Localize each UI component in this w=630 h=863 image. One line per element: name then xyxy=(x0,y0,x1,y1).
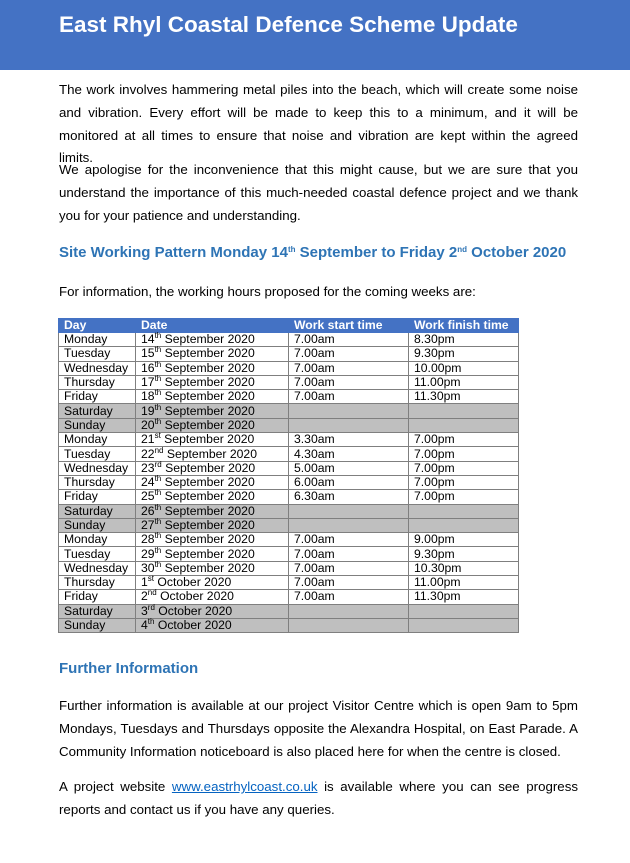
cell-start-time: 7.00am xyxy=(289,375,409,389)
cell-day: Tuesday xyxy=(59,547,136,561)
cell-finish-time xyxy=(409,418,519,432)
cell-day: Wednesday xyxy=(59,361,136,375)
date-day-number: 15 xyxy=(141,346,155,361)
schedule-heading-sup1: th xyxy=(287,245,296,254)
cell-day: Sunday xyxy=(59,418,136,432)
date-day-number: 27 xyxy=(141,518,155,532)
date-ordinal: th xyxy=(154,502,162,512)
schedule-heading-sup2: nd xyxy=(457,245,467,254)
date-ordinal: th xyxy=(154,359,162,369)
date-month-year: September 2020 xyxy=(161,417,255,432)
table-row xyxy=(59,504,519,518)
date-ordinal: th xyxy=(154,331,162,341)
date-day-number: 29 xyxy=(141,546,155,561)
table-row xyxy=(59,447,519,461)
date-month-year: October 2020 xyxy=(154,618,232,633)
intro-paragraph-1: The work involves hammering metal piles into the beach, which will create some noise and vibration. Every effort will be made to keep this to a minimum, and it will be monitored at all times to ensure that noise and vibration are kept within the agreed limits. xyxy=(59,82,578,166)
cell-start-time: 7.00am xyxy=(289,576,409,590)
cell-start-time: 7.00am xyxy=(289,590,409,604)
further-info-paragraph: Further information is available at our project Visitor Centre which is open 9am to 5pm Mondays, Tuesdays and Thursdays opposite the Alexandra Hospital, on East Parade. A Community Information noticeboard is also placed here for when the centre is closed. xyxy=(59,698,578,759)
website-link[interactable]: www.eastrhylcoast.co.uk xyxy=(171,779,318,794)
cell-finish-time: 9.00pm xyxy=(409,533,519,547)
cell-start-time xyxy=(289,418,409,432)
date-month-year: September 2020 xyxy=(161,332,255,347)
page-title: East Rhyl Coastal Defence Scheme Update xyxy=(59,12,518,37)
cell-date xyxy=(136,576,289,590)
cell-start-time xyxy=(289,504,409,518)
cell-finish-time: 11.30pm xyxy=(409,590,519,604)
date-month-year: September 2020 xyxy=(161,518,255,532)
cell-start-time xyxy=(289,404,409,418)
header-day: Day xyxy=(59,319,136,333)
date-month-year: September 2020 xyxy=(161,389,255,404)
cell-finish-time: 7.00pm xyxy=(409,461,519,475)
cell-day: Thursday xyxy=(59,475,136,489)
date-ordinal: th xyxy=(154,345,162,355)
website-text-after: is available where you can see progress reports and contact us if you have any queries. xyxy=(59,779,578,817)
date-ordinal: rd xyxy=(147,602,155,612)
cell-start-time: 5.00am xyxy=(289,461,409,475)
date-ordinal: th xyxy=(154,517,162,526)
date-month-year: September 2020 xyxy=(161,532,255,547)
cell-start-time: 7.00am xyxy=(289,533,409,547)
date-ordinal: rd xyxy=(154,459,162,469)
table-row xyxy=(59,375,519,389)
date-ordinal: th xyxy=(154,531,162,541)
cell-finish-time xyxy=(409,404,519,418)
cell-finish-time: 7.00pm xyxy=(409,475,519,489)
cell-day: Saturday xyxy=(59,504,136,518)
cell-start-time: 7.00am xyxy=(289,561,409,575)
cell-start-time xyxy=(289,618,409,632)
cell-finish-time: 10.00pm xyxy=(409,361,519,375)
cell-day: Thursday xyxy=(59,576,136,590)
date-month-year: October 2020 xyxy=(156,589,234,604)
date-day-number: 23 xyxy=(141,460,155,475)
table-row xyxy=(59,347,519,361)
cell-start-time: 4.30am xyxy=(289,447,409,461)
cell-day: Monday xyxy=(59,433,136,447)
date-day-number: 18 xyxy=(141,389,155,404)
date-month-year: September 2020 xyxy=(161,489,255,504)
date-month-year: September 2020 xyxy=(161,475,255,490)
date-month-year: September 2020 xyxy=(161,460,256,475)
cell-day: Saturday xyxy=(59,604,136,618)
cell-finish-time: 11.00pm xyxy=(409,576,519,590)
cell-start-time: 6.30am xyxy=(289,490,409,504)
date-day-number: 16 xyxy=(141,360,155,375)
cell-start-time: 6.00am xyxy=(289,475,409,489)
cell-finish-time: 9.30pm xyxy=(409,547,519,561)
cell-day: Wednesday xyxy=(59,561,136,575)
table-row xyxy=(59,604,519,618)
date-ordinal: th xyxy=(154,488,162,498)
date-day-number: 4 xyxy=(141,618,148,633)
table-row xyxy=(59,561,519,575)
cell-date xyxy=(136,604,289,618)
schedule-heading-prefix: Site Working Pattern Monday 14 xyxy=(59,244,288,261)
date-month-year: September 2020 xyxy=(163,446,257,461)
date-ordinal: nd xyxy=(147,588,157,598)
date-day-number: 19 xyxy=(141,403,155,418)
date-month-year: September 2020 xyxy=(161,560,255,575)
date-day-number: 21 xyxy=(141,432,155,447)
date-month-year: October 2020 xyxy=(154,603,233,618)
date-ordinal: st xyxy=(147,574,155,584)
date-ordinal: th xyxy=(154,388,162,398)
cell-finish-time xyxy=(409,618,519,632)
date-day-number: 30 xyxy=(141,560,155,575)
table-row xyxy=(59,518,519,532)
title-banner xyxy=(0,0,630,70)
table-row xyxy=(59,475,519,489)
cell-date xyxy=(136,618,289,632)
header-finish: Work finish time xyxy=(409,319,519,333)
cell-day: Wednesday xyxy=(59,461,136,475)
cell-start-time: 7.00am xyxy=(289,390,409,404)
date-ordinal: th xyxy=(147,617,155,627)
table-row xyxy=(59,547,519,561)
table-row xyxy=(59,333,519,347)
date-month-year: September 2020 xyxy=(160,432,255,447)
table-row xyxy=(59,390,519,404)
cell-date xyxy=(136,590,289,604)
header-date: Date xyxy=(136,319,289,333)
date-day-number: 26 xyxy=(141,503,155,518)
cell-start-time: 7.00am xyxy=(289,547,409,561)
table-row xyxy=(59,490,519,504)
table-row xyxy=(59,361,519,375)
date-ordinal: th xyxy=(154,559,162,569)
cell-day: Tuesday xyxy=(59,447,136,461)
cell-day: Tuesday xyxy=(59,347,136,361)
cell-day: Friday xyxy=(59,590,136,604)
table-body xyxy=(59,333,519,633)
cell-day: Friday xyxy=(59,390,136,404)
table-header-row xyxy=(59,319,519,333)
date-month-year: September 2020 xyxy=(161,346,255,361)
cell-date xyxy=(136,561,289,575)
cell-finish-time: 7.00pm xyxy=(409,447,519,461)
table-row xyxy=(59,461,519,475)
date-day-number: 24 xyxy=(141,475,155,490)
schedule-intro: For information, the working hours proposed for the coming weeks are: xyxy=(59,284,476,299)
cell-start-time: 7.00am xyxy=(289,333,409,347)
date-day-number: 20 xyxy=(141,417,155,432)
date-day-number: 22 xyxy=(141,446,155,461)
date-day-number: 1 xyxy=(141,575,148,590)
cell-finish-time: 8.30pm xyxy=(409,333,519,347)
date-ordinal: st xyxy=(154,431,161,441)
further-info-heading: Further Information xyxy=(59,660,199,677)
table-row xyxy=(59,618,519,632)
date-ordinal: th xyxy=(154,402,162,412)
table-row xyxy=(59,576,519,590)
table-row xyxy=(59,433,519,447)
date-month-year: October 2020 xyxy=(154,575,232,590)
date-day-number: 25 xyxy=(141,489,155,504)
date-day-number: 2 xyxy=(141,589,148,604)
table-row xyxy=(59,533,519,547)
cell-day: Sunday xyxy=(59,618,136,632)
cell-start-time xyxy=(289,604,409,618)
date-month-year: September 2020 xyxy=(161,546,255,561)
intro-paragraph-2: We apologise for the inconvenience that this might cause, but we are sure that you understand the importance of this much-needed coastal defence project and we thank you for your patience and understanding. xyxy=(59,162,578,223)
date-month-year: September 2020 xyxy=(161,403,255,418)
cell-day: Thursday xyxy=(59,375,136,389)
table-row xyxy=(59,404,519,418)
website-paragraph xyxy=(59,776,578,822)
cell-finish-time xyxy=(409,504,519,518)
cell-start-time: 3.30am xyxy=(289,433,409,447)
cell-finish-time: 11.00pm xyxy=(409,375,519,389)
cell-start-time xyxy=(289,518,409,532)
cell-day: Monday xyxy=(59,333,136,347)
cell-finish-time: 7.00pm xyxy=(409,433,519,447)
date-month-year: September 2020 xyxy=(161,360,255,375)
header-start: Work start time xyxy=(289,319,409,333)
date-ordinal: th xyxy=(154,374,162,384)
cell-finish-time xyxy=(409,604,519,618)
table-row xyxy=(59,418,519,432)
cell-day: Saturday xyxy=(59,404,136,418)
cell-finish-time: 10.30pm xyxy=(409,561,519,575)
date-ordinal: th xyxy=(154,474,162,484)
cell-day: Monday xyxy=(59,533,136,547)
cell-finish-time: 7.00pm xyxy=(409,490,519,504)
schedule-heading-middle: September to Friday 2 xyxy=(295,244,458,261)
date-ordinal: th xyxy=(154,416,162,426)
date-day-number: 17 xyxy=(141,375,155,390)
website-text-before: A project website xyxy=(59,779,172,794)
date-ordinal: th xyxy=(154,545,162,555)
cell-day: Sunday xyxy=(59,518,136,532)
cell-finish-time xyxy=(409,518,519,532)
working-hours-table xyxy=(58,318,519,633)
date-month-year: September 2020 xyxy=(161,375,255,390)
table-row xyxy=(59,590,519,604)
schedule-heading-suffix: October 2020 xyxy=(467,244,567,261)
cell-start-time: 7.00am xyxy=(289,347,409,361)
date-day-number: 3 xyxy=(141,603,148,618)
date-ordinal: nd xyxy=(154,445,164,455)
date-month-year: September 2020 xyxy=(161,503,255,518)
cell-finish-time: 11.30pm xyxy=(409,390,519,404)
cell-finish-time: 9.30pm xyxy=(409,347,519,361)
cell-start-time: 7.00am xyxy=(289,361,409,375)
date-day-number: 14 xyxy=(141,332,155,347)
date-day-number: 28 xyxy=(141,532,155,547)
cell-day: Friday xyxy=(59,490,136,504)
schedule-heading xyxy=(59,244,566,261)
